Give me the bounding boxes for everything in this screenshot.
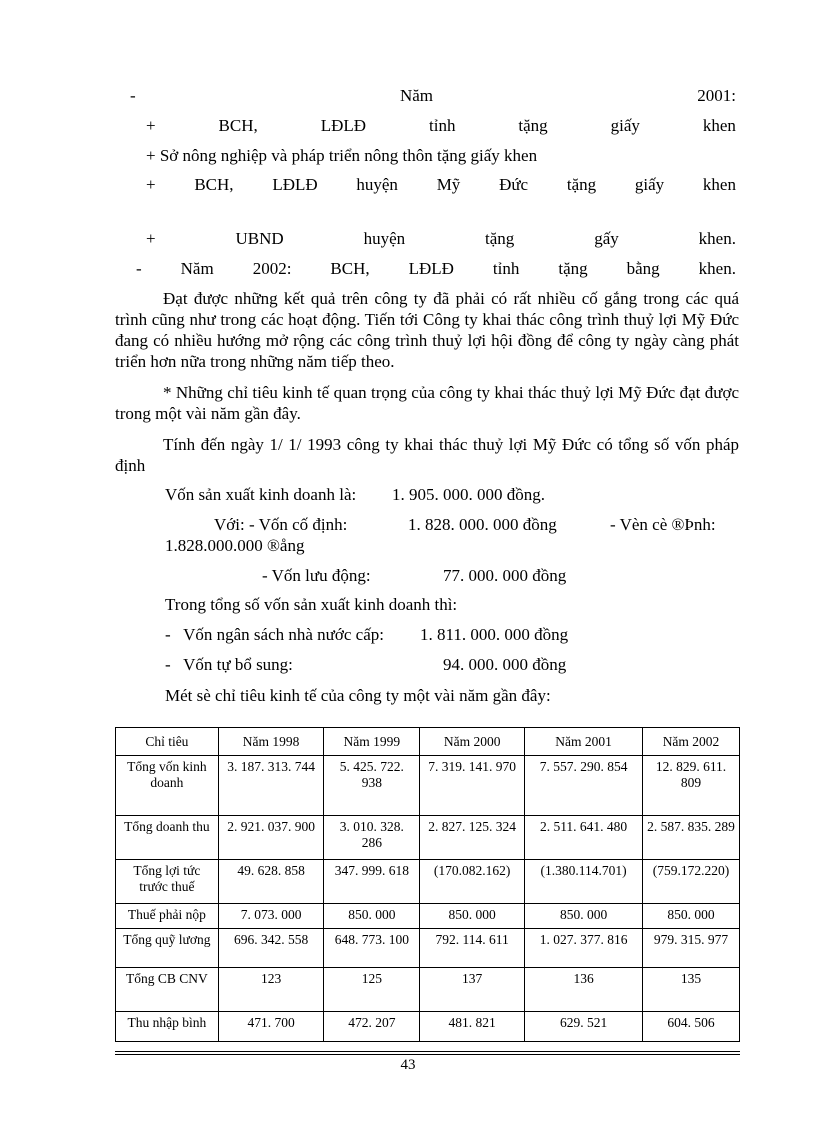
- sxkd-capital-value: 1. 905. 000. 000 đồng.: [392, 485, 545, 504]
- working-capital-label: - Vốn lưu động:: [262, 566, 371, 585]
- table-cell: 850. 000: [643, 904, 740, 929]
- year-value: 2001:: [697, 86, 736, 105]
- table-intro: Mét sè chỉ tiêu kinh tế của công ty một vài năm gần đây:: [165, 686, 551, 705]
- table-cell: Tổng vốn kinh doanh: [116, 756, 219, 816]
- table-cell: 792. 114. 611: [420, 929, 525, 968]
- table-cell: 471. 700: [218, 1012, 324, 1042]
- award-2002-line: - Năm 2002: BCH, LĐLĐ tỉnh tặng bằng khen.: [136, 259, 736, 278]
- award-line-3: + BCH, LĐLĐ huyện Mỹ Đức tặng giấy khen: [146, 175, 736, 194]
- table-header: Chỉ tiêu: [116, 728, 219, 756]
- garbled-fixed-value: 1.828.000.000 ®ång: [165, 536, 305, 555]
- table-header: Năm 2002: [643, 728, 740, 756]
- table-cell: 2. 827. 125. 324: [420, 816, 525, 860]
- fixed-capital-label: Với: - Vốn cố định:: [214, 515, 348, 534]
- table-row: [116, 1012, 740, 1042]
- table-row: [116, 904, 740, 929]
- year-label: Năm: [399, 86, 433, 105]
- award-line-2: + Sở nông nghiệp và pháp triển nông thôn tặng giấy khen: [146, 146, 538, 165]
- table-cell: 136: [525, 968, 643, 1012]
- table-row: [116, 756, 740, 816]
- table-cell: Tổng lợi tức trước thuế: [116, 860, 219, 904]
- table-cell: 481. 821: [420, 1012, 525, 1042]
- footer-rule-bottom: [115, 1054, 740, 1055]
- table-cell: 696. 342. 558: [218, 929, 324, 968]
- table-cell: 7. 073. 000: [218, 904, 324, 929]
- table-cell: Thu nhập bình: [116, 1012, 219, 1042]
- table-cell: 123: [218, 968, 324, 1012]
- table-cell: 125: [324, 968, 420, 1012]
- economic-indicators-table: [115, 727, 740, 1042]
- table-cell: 3. 187. 313. 744: [218, 756, 324, 816]
- table-cell: 979. 315. 977: [643, 929, 740, 968]
- table-cell: Tổng quỹ lương: [116, 929, 219, 968]
- garbled-fixed-label: - Vèn cè ®Þnh:: [610, 515, 716, 534]
- table-header: Năm 1999: [324, 728, 420, 756]
- table-cell: Thuế phải nộp: [116, 904, 219, 929]
- table-row: [116, 968, 740, 1012]
- table-cell: 2. 511. 641. 480: [525, 816, 643, 860]
- table-row: [116, 860, 740, 904]
- table-cell: Tổng doanh thu: [116, 816, 219, 860]
- table-cell: 137: [420, 968, 525, 1012]
- list-dash: -: [130, 86, 136, 105]
- table-cell: 629. 521: [525, 1012, 643, 1042]
- sxkd-capital-label: Vốn sản xuất kinh doanh là:: [165, 485, 357, 504]
- award-line-4: + UBND huyện tặng gấy khen.: [146, 229, 736, 248]
- table-header-row: [116, 728, 740, 756]
- footer-rule-top: [115, 1051, 740, 1052]
- table-cell: (170.082.162): [420, 860, 525, 904]
- table-header: Năm 1998: [218, 728, 324, 756]
- table-header: Năm 2000: [420, 728, 525, 756]
- table-cell: 2. 921. 037. 900: [218, 816, 324, 860]
- table-cell: 850. 000: [525, 904, 643, 929]
- self-capital-value: 94. 000. 000 đồng: [443, 655, 567, 674]
- table-cell: 135: [643, 968, 740, 1012]
- table-cell: 648. 773. 100: [324, 929, 420, 968]
- table-cell: 850. 000: [324, 904, 420, 929]
- state-budget-label: - Vốn ngân sách nhà nước cấp:: [165, 625, 384, 644]
- fixed-capital-value: 1. 828. 000. 000 đồng: [408, 515, 557, 534]
- paragraph-achievements: Đạt được những kết quả trên công ty đã phải có rất nhiều cố gắng trong các quá trình cũng như trong các hoạt động. Tiến tới Công ty khai thác công trình thuỷ lợi Mỹ Đức đang có nhiều hướng mở rộng các công trình thuỷ lợi hội đồng để công ty ngày càng phát triển hơn nữa trong những năm tiếp theo.: [115, 289, 739, 371]
- table-cell: (1.380.114.701): [525, 860, 643, 904]
- table-cell: 472. 207: [324, 1012, 420, 1042]
- table-cell: 7. 319. 141. 970: [420, 756, 525, 816]
- paragraph-indicators: * Những chỉ tiêu kinh tế quan trọng của công ty khai thác thuỷ lợi Mỹ Đức đạt được trong một vài năm gần đây.: [115, 383, 739, 423]
- self-capital-label: - Vốn tự bổ sung:: [165, 655, 293, 674]
- state-budget-value: 1. 811. 000. 000 đồng: [420, 625, 569, 644]
- table-cell: 2. 587. 835. 289: [643, 816, 740, 860]
- table-cell: 49. 628. 858: [218, 860, 324, 904]
- table-cell: 1. 027. 377. 816: [525, 929, 643, 968]
- table-cell: 5. 425. 722. 938: [324, 756, 420, 816]
- table-cell: Tổng CB CNV: [116, 968, 219, 1012]
- working-capital-value: 77. 000. 000 đồng: [443, 566, 567, 585]
- table-cell: 3. 010. 328. 286: [324, 816, 420, 860]
- table-row: [116, 929, 740, 968]
- table-cell: 604. 506: [643, 1012, 740, 1042]
- table-cell: 347. 999. 618: [324, 860, 420, 904]
- paragraph-legal-capital: Tính đến ngày 1/ 1/ 1993 công ty khai thác thuỷ lợi Mỹ Đức có tổng số vốn pháp định: [115, 435, 739, 475]
- table-header: Năm 2001: [525, 728, 643, 756]
- table-cell: 7. 557. 290. 854: [525, 756, 643, 816]
- table-row: [116, 816, 740, 860]
- page-number: 43: [400, 1057, 416, 1073]
- capital-breakdown-intro: Trong tổng số vốn sản xuất kinh doanh thì:: [165, 595, 458, 614]
- table-cell: (759.172.220): [643, 860, 740, 904]
- award-line-1: + BCH, LĐLĐ tỉnh tặng giấy khen: [146, 116, 736, 135]
- table-cell: 12. 829. 611. 809: [643, 756, 740, 816]
- award-2001-heading: [130, 86, 736, 106]
- table-cell: 850. 000: [420, 904, 525, 929]
